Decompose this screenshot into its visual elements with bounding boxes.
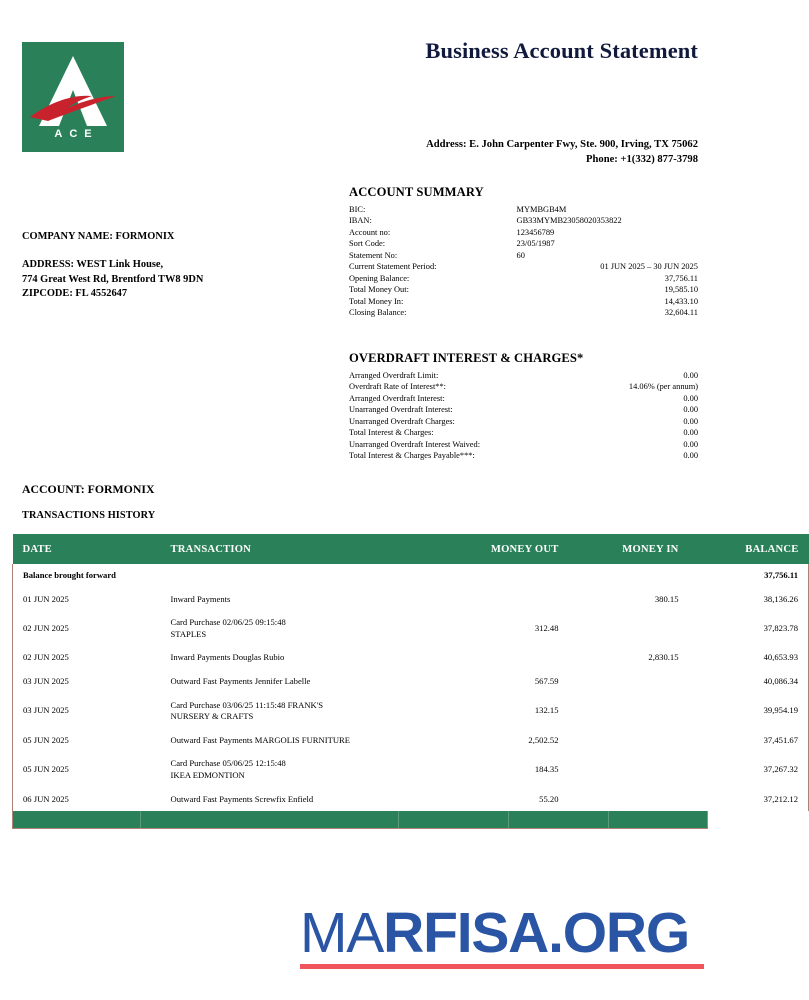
account-summary-row (349, 204, 698, 216)
cell-money-out (439, 588, 569, 612)
cell-date: 01 JUN 2025 (13, 588, 161, 612)
cell-money-in: 2,830.15 (648, 652, 679, 663)
company-address-block (22, 258, 203, 302)
watermark-text-bold: RFISA.ORG (383, 901, 689, 965)
table-row[interactable] (13, 670, 809, 694)
overdraft-charge-label: Arranged Overdraft Limit: (349, 370, 439, 380)
table-row-brought-forward (13, 564, 809, 588)
cell-money-out (439, 646, 569, 670)
cell-money-out: 312.48 (534, 622, 559, 633)
overdraft-charge-label: Unarranged Overdraft Charges: (349, 416, 455, 426)
org-phone-line: Phone: +1(332) 877-3798 (586, 154, 698, 166)
overdraft-charge-label: Unarranged Overdraft Interest Waived: (349, 439, 481, 449)
overdraft-charge-value: 0.00 (683, 416, 698, 426)
column-header-transaction: TRANSACTION (161, 534, 439, 564)
cell-balance: 37,267.32 (689, 752, 809, 787)
account-summary-value: MYMBGB4M (516, 204, 567, 214)
account-summary-row (349, 273, 698, 285)
account-summary-label: BIC: (349, 204, 366, 214)
column-header-balance: BALANCE (689, 534, 809, 564)
account-summary-label: IBAN: (349, 216, 372, 226)
cell-money-out: 567.59 (534, 675, 559, 686)
overdraft-charge-value: 14.06% (per annum) (628, 382, 698, 392)
cell-transaction: Card Purchase 02/06/25 09:15:48 STAPLES (170, 617, 286, 639)
watermark-text-light: MA (300, 901, 384, 965)
brought-forward-spacer (161, 564, 439, 588)
cell-balance: 37,823.78 (689, 611, 809, 646)
cell-money-in (569, 670, 689, 694)
table-row[interactable] (13, 611, 809, 646)
cell-money-in: 380.15 (654, 593, 679, 604)
account-heading: ACCOUNT: FORMONIX (22, 482, 155, 496)
cell-balance: 39,954.19 (689, 694, 809, 729)
overdraft-charge-value: 0.00 (683, 393, 698, 403)
account-summary-label: Sort Code: (349, 239, 386, 249)
transactions-table (12, 534, 809, 811)
overdraft-charge-label: Total Interest & Charges: (349, 428, 434, 438)
account-summary-label: Total Money In: (349, 296, 404, 306)
cell-money-out: 184.35 (534, 764, 559, 775)
cell-balance: 37,451.67 (689, 729, 809, 753)
overdraft-charge-row (349, 439, 698, 451)
account-summary-row (349, 308, 698, 320)
transactions-history-heading: TRANSACTIONS HISTORY (22, 510, 156, 521)
overdraft-charge-row (349, 428, 698, 440)
account-summary-section (349, 185, 698, 319)
company-zipcode-line: ZIPCODE: FL 4552647 (22, 288, 128, 300)
overdraft-charge-value: 0.00 (683, 428, 698, 438)
account-summary-value: 123456789 (516, 227, 555, 237)
cell-money-in (569, 694, 689, 729)
brought-forward-balance: 37,756.11 (689, 564, 809, 588)
cell-transaction: Outward Fast Payments Screwfix Enfield (170, 793, 314, 804)
brought-forward-out (439, 564, 569, 588)
overdraft-charge-value: 0.00 (683, 439, 698, 449)
overdraft-charge-label: Overdraft Rate of Interest**: (349, 382, 446, 392)
cell-transaction: Card Purchase 05/06/25 12:15:48 IKEA EDMONTION (170, 758, 286, 780)
account-summary-value: 37,756.11 (664, 273, 698, 283)
account-summary-label: Account no: (349, 227, 391, 237)
overdraft-charge-value: 0.00 (683, 451, 698, 461)
cell-date: 03 JUN 2025 (13, 694, 161, 729)
transactions-table-body (13, 564, 809, 811)
company-address-line1: ADDRESS: WEST Link House, (22, 258, 164, 270)
table-row[interactable] (13, 752, 809, 787)
column-header-date: DATE (13, 534, 161, 564)
cell-money-in (569, 788, 689, 812)
cell-money-out: 55.20 (539, 793, 559, 804)
ace-logo-wordmark: ACE (54, 128, 99, 140)
account-summary-label: Total Money Out: (349, 285, 409, 295)
cell-money-out: 2,502.52 (528, 734, 559, 745)
account-summary-row (349, 239, 698, 251)
account-summary-label: Opening Balance: (349, 273, 410, 283)
account-summary-label: Current Statement Period: (349, 262, 437, 272)
cell-money-in (569, 752, 689, 787)
cell-date: 05 JUN 2025 (13, 729, 161, 753)
cell-balance: 40,086.34 (689, 670, 809, 694)
overdraft-charge-row (349, 382, 698, 394)
cell-money-out: 132.15 (534, 705, 559, 716)
account-summary-table (349, 204, 698, 319)
transactions-table-header (13, 534, 809, 564)
table-row[interactable] (13, 788, 809, 812)
overdraft-charge-value: 0.00 (683, 405, 698, 415)
account-summary-value: 01 JUN 2025 – 30 JUN 2025 (600, 262, 698, 272)
cell-balance: 40,653.93 (689, 646, 809, 670)
org-address-line: Address: E. John Carpenter Fwy, Ste. 900, Irving, TX 75062 (426, 139, 698, 150)
overdraft-charges-heading: OVERDRAFT INTEREST & CHARGES* (349, 351, 584, 365)
account-summary-label: Closing Balance: (349, 308, 407, 318)
account-summary-row (349, 296, 698, 308)
overdraft-charge-value: 0.00 (683, 370, 698, 380)
org-contact-block (426, 137, 698, 168)
column-header-money-in: MONEY IN (569, 534, 689, 564)
overdraft-charge-row (349, 393, 698, 405)
ace-logo (22, 42, 124, 152)
cell-date: 05 JUN 2025 (13, 752, 161, 787)
account-summary-value: 14,433.10 (664, 296, 698, 306)
cell-money-in (569, 611, 689, 646)
cell-transaction: Inward Payments (170, 593, 231, 604)
account-summary-heading: ACCOUNT SUMMARY (349, 185, 484, 199)
account-summary-value: GB33MYMB23058020353822 (516, 216, 622, 226)
cell-balance: 37,212.12 (689, 788, 809, 812)
company-name-line: COMPANY NAME: FORMONIX (22, 231, 175, 242)
cell-transaction: Card Purchase 03/06/25 11:15:48 FRANK'S NURSERY & CRAFTS (170, 699, 324, 722)
overdraft-charges-table (349, 370, 698, 462)
cell-balance: 38,136.26 (689, 588, 809, 612)
overdraft-charge-label: Total Interest & Charges Payable***: (349, 451, 475, 461)
overdraft-charge-label: Arranged Overdraft Interest: (349, 393, 445, 403)
cell-money-in (569, 729, 689, 753)
brought-forward-label: Balance brought forward (13, 564, 161, 588)
cell-date: 02 JUN 2025 (13, 646, 161, 670)
table-row[interactable] (13, 729, 809, 753)
account-summary-row (349, 262, 698, 274)
marfisa-watermark (300, 901, 700, 969)
cell-transaction: Inward Payments Douglas Rubio (170, 652, 285, 663)
company-address-line2: 774 Great West Rd, Brentford TW8 9DN (22, 273, 204, 285)
table-row[interactable] (13, 646, 809, 670)
page-title: Business Account Statement (425, 38, 698, 63)
account-summary-value: 60 (516, 250, 525, 260)
account-summary-row (349, 285, 698, 297)
overdraft-charge-row (349, 405, 698, 417)
overdraft-charge-label: Unarranged Overdraft Interest: (349, 405, 453, 415)
company-block (22, 230, 203, 302)
cell-transaction: Outward Fast Payments MARGOLIS FURNITURE (170, 734, 351, 745)
cell-date: 02 JUN 2025 (13, 611, 161, 646)
account-summary-row (349, 216, 698, 228)
account-summary-label: Statement No: (349, 250, 398, 260)
table-header-row (13, 534, 809, 564)
account-summary-value: 32,604.11 (664, 308, 698, 318)
cell-date: 03 JUN 2025 (13, 670, 161, 694)
transactions-table-footer-bar (12, 811, 708, 829)
column-header-money-out: MONEY OUT (439, 534, 569, 564)
cell-transaction: Outward Fast Payments Jennifer Labelle (170, 675, 311, 686)
overdraft-charges-section (349, 351, 698, 462)
account-summary-row (349, 227, 698, 239)
account-summary-value: 23/05/1987 (516, 239, 555, 249)
brought-forward-in (569, 564, 689, 588)
account-summary-row (349, 250, 698, 262)
watermark-text (300, 901, 700, 965)
table-row[interactable] (13, 588, 809, 612)
overdraft-charge-row (349, 370, 698, 382)
account-summary-value: 19,585.10 (664, 285, 698, 295)
overdraft-charge-row (349, 416, 698, 428)
transactions-table-wrap (12, 534, 799, 829)
cell-date: 06 JUN 2025 (13, 788, 161, 812)
table-row[interactable] (13, 694, 809, 729)
overdraft-charge-row (349, 451, 698, 463)
